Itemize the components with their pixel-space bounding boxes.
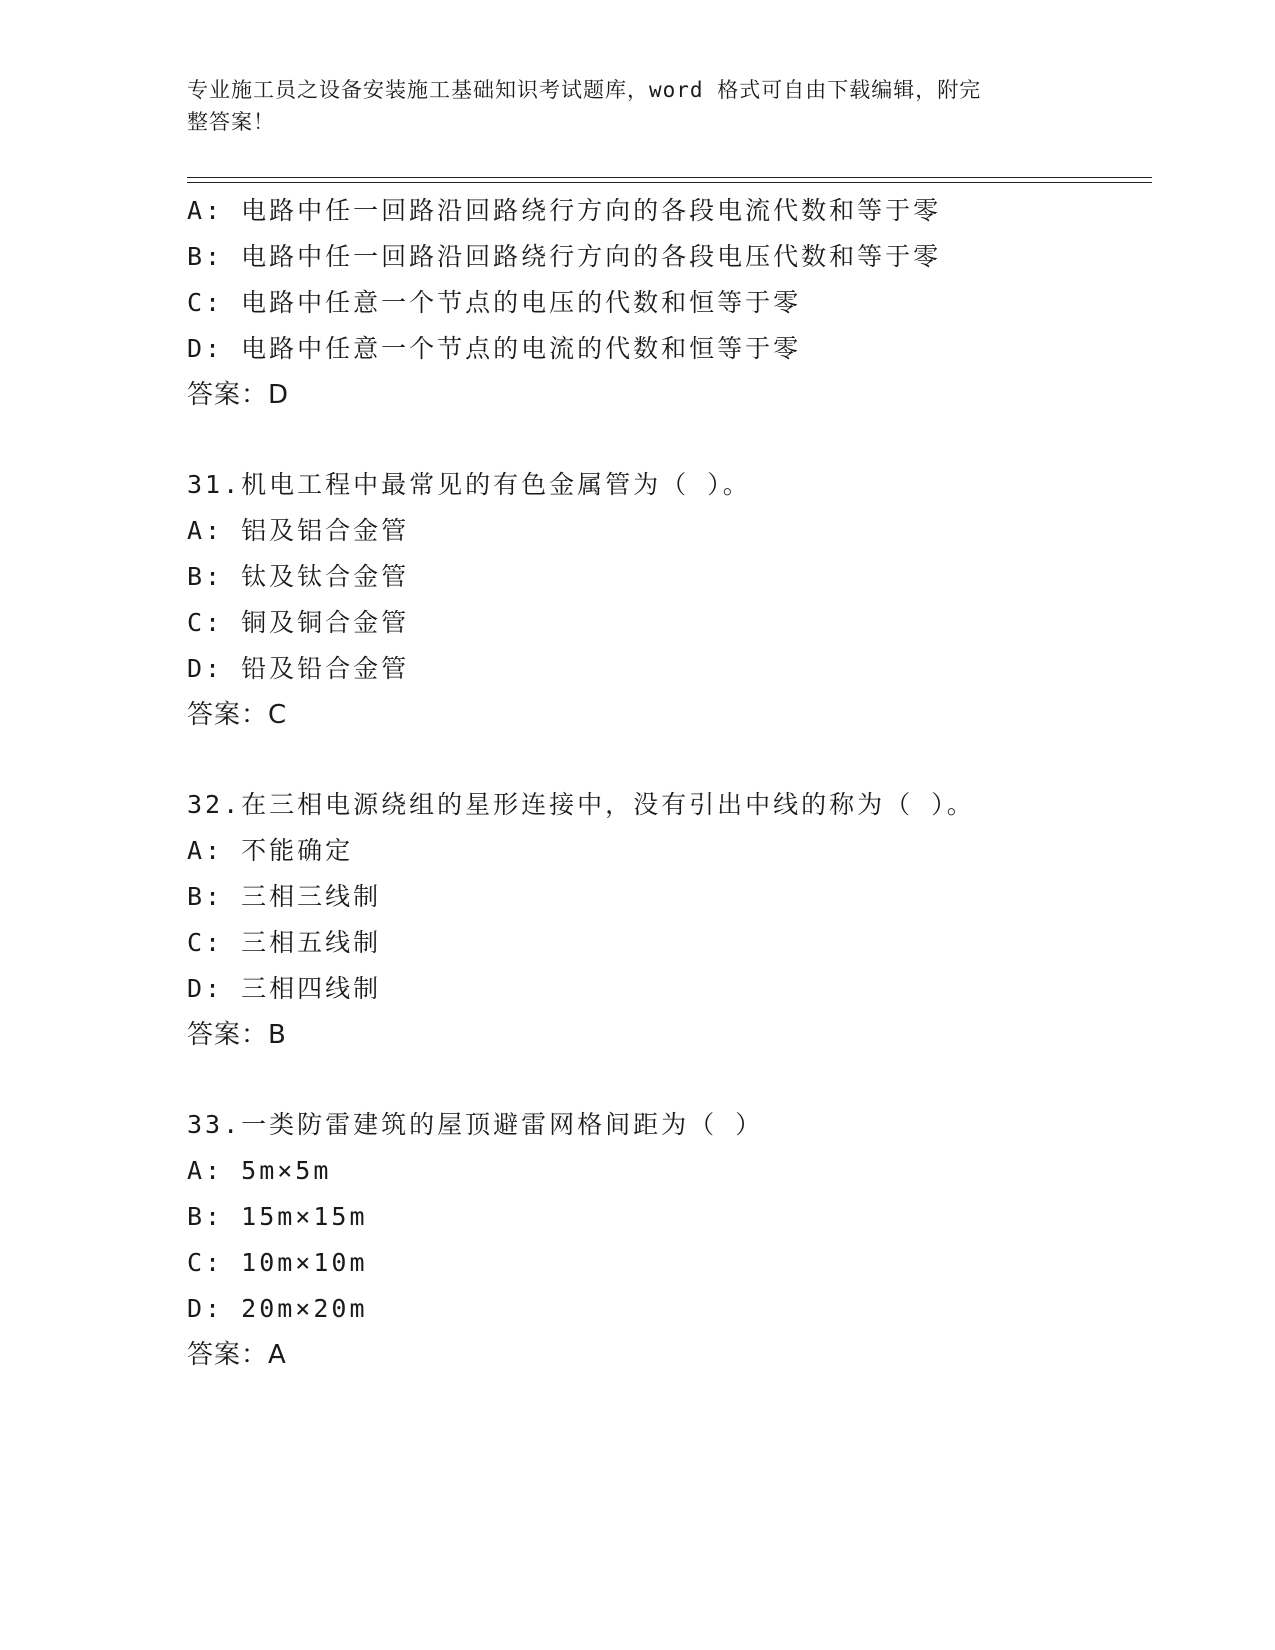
option-a: A: 电路中任一回路沿回路绕行方向的各段电流代数和等于零 bbox=[187, 196, 942, 225]
option-a: A: 铝及铝合金管 bbox=[187, 516, 410, 545]
answer-label: 答案：B bbox=[187, 1020, 287, 1050]
option-b: B: 15m×15m bbox=[187, 1202, 368, 1231]
option-b: B: 电路中任一回路沿回路绕行方向的各段电压代数和等于零 bbox=[187, 242, 942, 271]
option-d: D: 20m×20m bbox=[187, 1294, 368, 1323]
document-intro bbox=[187, 74, 1067, 138]
option-b: B: 三相三线制 bbox=[187, 882, 382, 911]
option-a: A: 5m×5m bbox=[187, 1156, 332, 1185]
spacer bbox=[187, 418, 1147, 462]
option-d: D: 三相四线制 bbox=[187, 974, 382, 1003]
option-d: D: 铅及铅合金管 bbox=[187, 654, 410, 683]
header-divider-top bbox=[187, 177, 1152, 178]
question-text: 32.在三相电源绕组的星形连接中，没有引出中线的称为（ ）。 bbox=[187, 790, 975, 819]
option-d: D: 电路中任意一个节点的电流的代数和恒等于零 bbox=[187, 334, 802, 363]
question-31 bbox=[187, 462, 1147, 738]
intro-line-1: 专业施工员之设备安装施工基础知识考试题库，word 格式可自由下载编辑，附完 bbox=[187, 78, 982, 102]
question-30 bbox=[187, 188, 1147, 418]
answer-label: 答案：A bbox=[187, 1340, 287, 1370]
intro-line-2: 整答案！ bbox=[187, 110, 275, 134]
question-32 bbox=[187, 782, 1147, 1058]
option-c: C: 铜及铜合金管 bbox=[187, 608, 410, 637]
spacer bbox=[187, 738, 1147, 782]
question-list bbox=[187, 188, 1147, 1378]
answer-label: 答案：D bbox=[187, 380, 290, 410]
spacer bbox=[187, 1058, 1147, 1102]
option-c: C: 三相五线制 bbox=[187, 928, 382, 957]
question-33 bbox=[187, 1102, 1147, 1378]
question-text: 31.机电工程中最常见的有色金属管为（ ）。 bbox=[187, 470, 751, 499]
answer-label: 答案：C bbox=[187, 700, 288, 730]
question-text: 33.一类防雷建筑的屋顶避雷网格间距为（ ） bbox=[187, 1110, 764, 1139]
option-c: C: 10m×10m bbox=[187, 1248, 368, 1277]
header-divider-bottom bbox=[187, 182, 1152, 183]
option-a: A: 不能确定 bbox=[187, 836, 354, 865]
option-b: B: 钛及钛合金管 bbox=[187, 562, 410, 591]
option-c: C: 电路中任意一个节点的电压的代数和恒等于零 bbox=[187, 288, 802, 317]
